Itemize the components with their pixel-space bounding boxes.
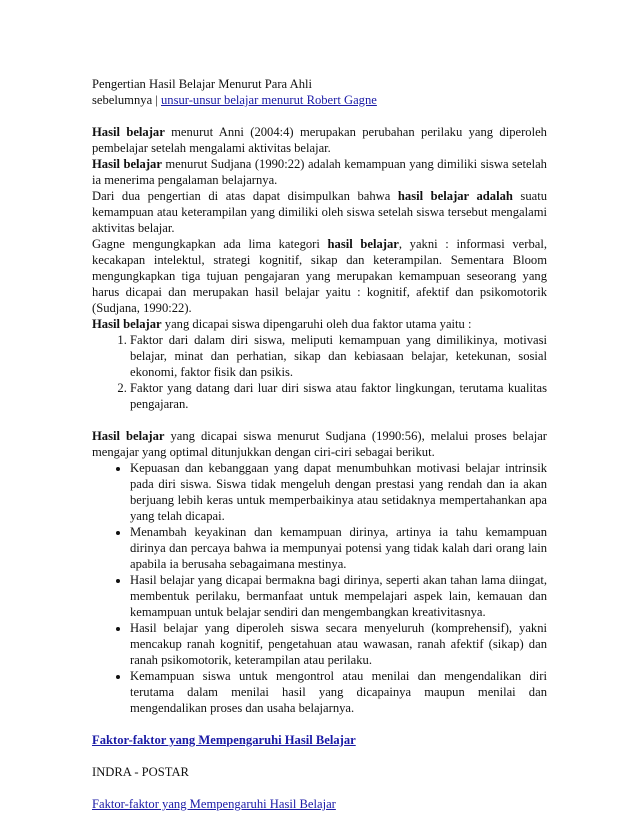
list-item: 1. Faktor dari dalam diri siswa, meliputi kemampuan yang dimilikinya, motivasi belajar, minat dan perhatian, sikap dan kebiasaan belajar, ketekunan, sosial ekonomi, faktor fisik dan psikis. <box>130 332 547 380</box>
list-item: • Kemampuan siswa untuk mengontrol atau menilai dan mengendalikan diri terutama dalam menilai hasil yang dicapainya maupun menilai dan mengendalikan proses dan usaha belajarnya. <box>130 668 547 716</box>
related-article-link-bold[interactable]: Faktor-faktor yang Mempengaruhi Hasil Belajar <box>92 733 356 747</box>
nav-prefix: sebelumnya | <box>92 93 161 107</box>
term-bold: hasil belajar adalah <box>397 189 513 203</box>
source-label: INDRA - POSTAR <box>92 765 189 779</box>
paragraph-factors-intro <box>92 316 547 332</box>
paragraph-sudjana <box>92 156 547 188</box>
list-item: • Hasil belajar yang diperoleh siswa secara menyeluruh (komprehensif), yakni mencakup ranah kognitif, pengetahuan atau wawasan, ranah afektif (sikap) dan ranah psikomotorik, keterampilan atau perilaku. <box>130 620 547 668</box>
paragraph-text: Gagne mengungkapkan ada lima kategori <box>92 237 328 251</box>
spacer <box>92 716 547 732</box>
term-bold: hasil belajar <box>327 237 399 251</box>
list-item: • Hasil belajar yang dicapai bermakna bagi dirinya, seperti akan tahan lama diingat, membentuk perilaku, bermanfaat untuk mempelajari aspek lain, kemauan dan kemampuan untuk belajar sendiri dan mengembangkan kreativitasnya. <box>130 572 547 620</box>
paragraph-text: menurut Anni (2004:4) merupakan perubahan perilaku yang diperoleh pembelajar setelah mengalami aktivitas belajar. <box>92 125 547 155</box>
term-bold: Hasil belajar <box>92 157 162 171</box>
factors-list <box>92 332 547 412</box>
paragraph-anni <box>92 124 547 156</box>
related-link-line <box>92 732 547 748</box>
previous-article-link[interactable]: unsur-unsur belajar menurut Robert Gagne <box>160 93 377 107</box>
term-bold: Hasil belajar <box>92 429 165 443</box>
paragraph-conclusion <box>92 188 547 236</box>
page-title: Pengertian Hasil Belajar Menurut Para Ahli <box>92 77 312 91</box>
spacer <box>92 780 547 796</box>
list-item: • Menambah keyakinan dan kemampuan dirinya, artinya ia tahu kemampuan dirinya dan percaya bahwa ia mempunyai potensi yang tidak kalah dari orang lain apabila ia berusaha sebagaimana mestinya. <box>130 524 547 572</box>
paragraph-text: Dari dua pengertian di atas dapat disimpulkan bahwa <box>92 189 398 203</box>
term-bold: Hasil belajar <box>92 317 162 331</box>
paragraph-text: , yakni : informasi verbal, kecakapan intelektul, strategi kognitif, sikap dan keterampilan. Sementara Bloom mengungkapkan tiga tujuan pengajaran yang merupakan kemampuan seseorang yang harus dicapai dan merupakan hasil belajar yaitu : kognitif, afektif dan psikomotorik (Sudjana, 1990:22). <box>92 237 547 315</box>
related-article-link[interactable]: Faktor-faktor yang Mempengaruhi Hasil Belajar <box>92 797 336 811</box>
paragraph-text: menurut Sudjana (1990:22) adalah kemampuan yang dimiliki siswa setelah ia menerima pengalaman belajarnya. <box>92 157 547 187</box>
spacer <box>92 108 547 124</box>
nav-line <box>92 92 547 108</box>
paragraph-text: yang dicapai siswa menurut Sudjana (1990:56), melalui proses belajar mengajar yang optimal ditunjukkan dengan ciri-ciri sebagai berikut. <box>92 429 547 459</box>
paragraph-text: yang dicapai siswa dipengaruhi oleh dua faktor utama yaitu : <box>161 317 472 331</box>
spacer <box>92 412 547 428</box>
term-bold: Hasil belajar <box>92 125 165 139</box>
paragraph-traits-intro <box>92 428 547 460</box>
paragraph-gagne <box>92 236 547 316</box>
list-item: • Kepuasan dan kebanggaan yang dapat menumbuhkan motivasi belajar intrinsik pada diri siswa. Siswa tidak mengeluh dengan prestasi yang rendah dan ia akan berjuang lebih keras untuk memperbaikinya atau setidaknya mempertahankan apa yang telah dicapai. <box>130 460 547 524</box>
list-item: 2. Faktor yang datang dari luar diri siswa atau faktor lingkungan, terutama kualitas pengajaran. <box>130 380 547 412</box>
spacer <box>92 748 547 764</box>
related-link-line <box>92 796 547 812</box>
paragraph-text: suatu kemampuan atau keterampilan yang dimiliki oleh siswa setelah siswa tersebut mengalami aktivitas belajar. <box>92 189 548 235</box>
traits-list <box>92 460 547 716</box>
